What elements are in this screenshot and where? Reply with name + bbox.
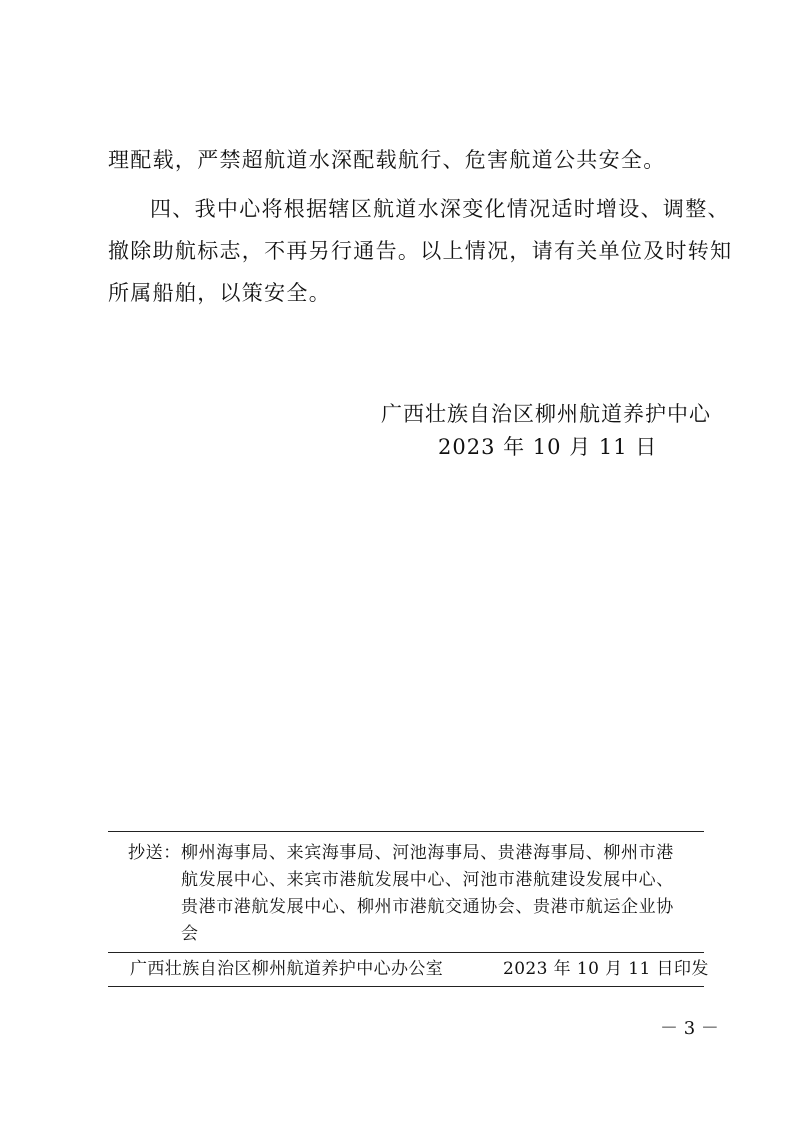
- issuer-office: 广西壮族自治区柳州航道养护中心办公室: [130, 959, 444, 979]
- body-paragraph-line: 撤除助航标志，不再另行通告。以上情况，请有关单位及时转知: [108, 239, 733, 263]
- page-number: － 3 －: [660, 1018, 719, 1039]
- body-paragraph-line: 理配载，严禁超航道水深配载航行、危害航道公共安全。: [108, 148, 666, 172]
- cc-label: 抄送：: [128, 843, 181, 863]
- footer-bottom-rule: [108, 986, 704, 987]
- signature-organization: 广西壮族自治区柳州航道养护中心: [381, 402, 711, 426]
- footer-top-rule: [108, 952, 704, 953]
- issue-date: 2023 年 10 月 11 日印发: [503, 959, 709, 979]
- cc-top-rule: [108, 831, 704, 832]
- cc-recipients-line: 航发展中心、来宾市港航发展中心、河池市港航建设发展中心、: [181, 870, 674, 890]
- cc-recipients-line: 贵港市港航发展中心、柳州市港航交通协会、贵港市航运企业协: [181, 897, 674, 917]
- cc-recipients-line: 柳州海事局、来宾海事局、河池海事局、贵港海事局、柳州市港: [181, 843, 674, 863]
- cc-recipients-line: 会: [181, 924, 199, 944]
- signature-date: 2023 年 10 月 11 日: [438, 435, 658, 459]
- body-paragraph-line: 四、我中心将根据辖区航道水深变化情况适时增设、调整、: [150, 197, 730, 221]
- body-paragraph-line: 所属船舶，以策安全。: [108, 281, 331, 305]
